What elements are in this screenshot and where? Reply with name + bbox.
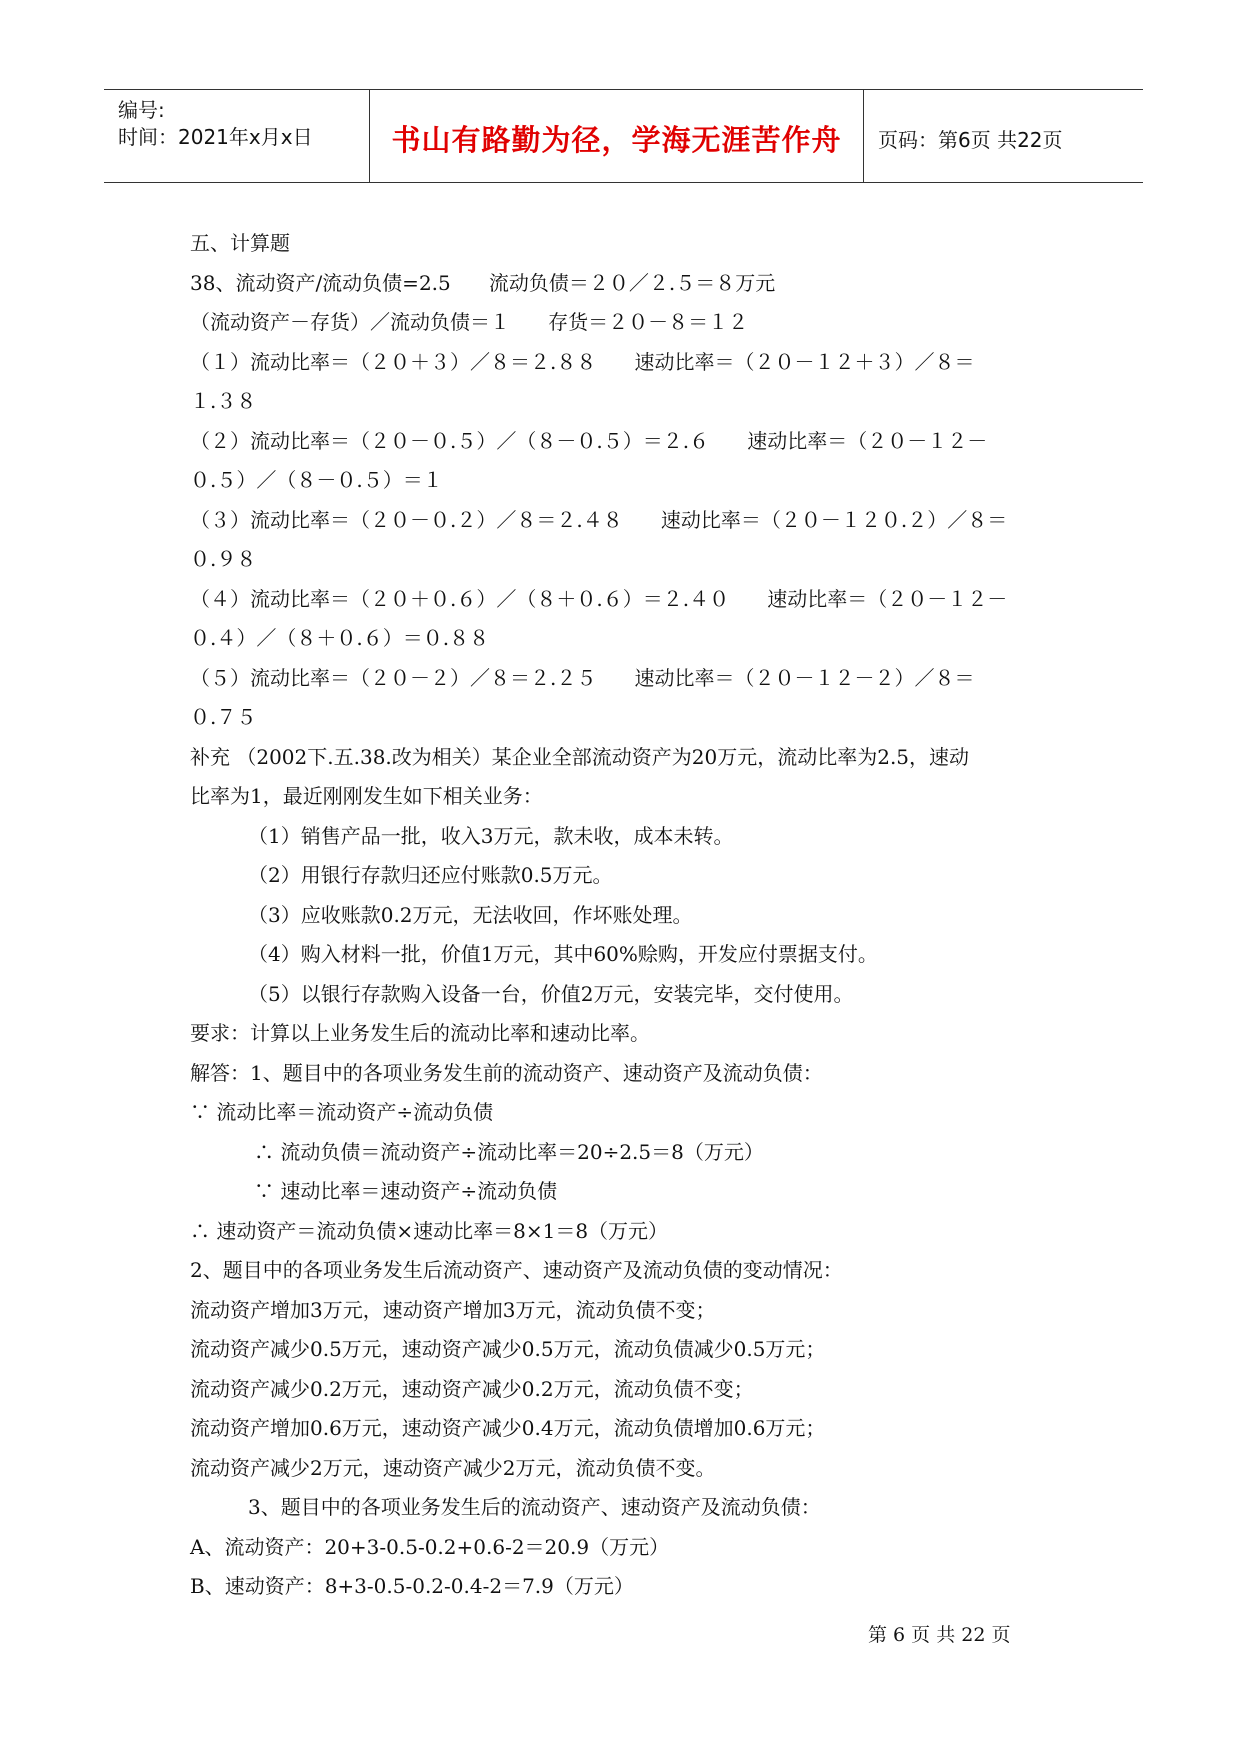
- text-line: （４）流动比率＝（２０＋０.６）／（８＋０.６）＝２.４０ 速动比率＝（２０－１２－: [190, 586, 1008, 611]
- text-line: ０.４）／（８＋０.６）＝０.８８: [190, 626, 490, 650]
- text-line: B、速动资产：8+3-0.5-0.2-0.4-2＝7.9（万元）: [190, 1574, 634, 1598]
- page-footer: 第 6 页 共 22 页: [868, 1624, 1011, 1646]
- text-line: （２）流动比率＝（２０－０.５）／（８－０.５）＝２.６ 速动比率＝（２０－１２－: [190, 428, 988, 453]
- text-line: 补充 （2002下.五.38.改为相关）某企业全部流动资产为20万元，流动比率为2.5，速动: [190, 744, 970, 769]
- list-item: （1）销售产品一批，收入3万元，款未收，成本未转。: [248, 823, 734, 848]
- list-item: （2）用银行存款归还应付账款0.5万元。: [248, 863, 613, 887]
- list-item: （4）购入材料一批，价值1万元，其中60%赊购，开发应付票据支付。: [248, 942, 878, 966]
- header-middle-cell: [369, 90, 864, 182]
- text-line: 3、题目中的各项业务发生后的流动资产、速动资产及流动负债：: [248, 1495, 821, 1519]
- text-line: （５）流动比率＝（２０－２）／８＝２.２５ 速动比率＝（２０－１２－２）／８＝: [190, 665, 975, 690]
- header-page-code: 页码：第6页 共22页: [878, 128, 1063, 152]
- text-line: 38、流动资产/流动负债=2.5 流动负债＝２０／２.５＝８万元: [190, 270, 776, 295]
- document-number-label: 编号:: [118, 98, 165, 122]
- text-line: ０.９８: [190, 547, 257, 571]
- header-right-cell: [864, 90, 1143, 182]
- text-line: （流动资产－存货）／流动负债＝１ 存货＝２０－８＝１２: [190, 310, 749, 334]
- text-line: ∴ 速动资产＝流动负债×速动比率＝8×1＝8（万元）: [190, 1218, 669, 1243]
- list-item: （5）以银行存款购入设备一台，价值2万元，安装完毕，交付使用。: [248, 981, 854, 1006]
- text-line: 解答：1、题目中的各项业务发生前的流动资产、速动资产及流动负债：: [190, 1060, 823, 1085]
- text-line: 比率为1，最近刚刚发生如下相关业务：: [190, 784, 543, 808]
- text-line: ０.７５: [190, 705, 257, 729]
- text-line: １.３８: [190, 389, 257, 413]
- text-line: A、流动资产：20+3-0.5-0.2+0.6-2＝20.9（万元）: [190, 1534, 670, 1559]
- text-line: 2、题目中的各项业务发生后流动资产、速动资产及流动负债的变动情况：: [190, 1258, 843, 1282]
- text-line: ０.５）／（８－０.５）＝１: [190, 468, 443, 492]
- text-line: 流动资产增加3万元，速动资产增加3万元，流动负债不变；: [190, 1297, 716, 1322]
- page-header: [104, 89, 1143, 183]
- text-line: 流动资产减少0.2万元，速动资产减少0.2万元，流动负债不变；: [190, 1376, 754, 1401]
- text-line: （１）流动比率＝（２０＋３）／８＝２.８８ 速动比率＝（２０－１２＋３）／８＝: [190, 349, 975, 374]
- text-line: 流动资产减少0.5万元，速动资产减少0.5万元，流动负债减少0.5万元；: [190, 1337, 826, 1361]
- document-body: [190, 224, 1060, 1607]
- text-line: ∵ 流动比率＝流动资产÷流动负债: [190, 1100, 494, 1124]
- section-heading: 五、计算题: [190, 231, 290, 255]
- text-line: 要求：计算以上业务发生后的流动比率和速动比率。: [190, 1021, 650, 1045]
- text-line: ∵ 速动比率＝速动资产÷流动负债: [254, 1179, 558, 1203]
- document-time-label: 时间：2021年x月x日: [118, 125, 313, 149]
- list-item: （3）应收账款0.2万元，无法收回，作坏账处理。: [248, 902, 693, 927]
- header-left-cell: [104, 90, 369, 182]
- header-motto: 书山有路勤为径，学海无涯苦作舟: [391, 123, 842, 157]
- text-line: （３）流动比率＝（２０－０.２）／８＝２.４８ 速动比率＝（２０－１２０.２）／８＝: [190, 507, 1008, 532]
- text-line: 流动资产减少2万元，速动资产减少2万元，流动负债不变。: [190, 1455, 716, 1480]
- text-line: ∴ 流动负债＝流动资产÷流动比率＝20÷2.5＝8（万元）: [254, 1139, 764, 1164]
- text-line: 流动资产增加0.6万元，速动资产减少0.4万元，流动负债增加0.6万元；: [190, 1416, 826, 1440]
